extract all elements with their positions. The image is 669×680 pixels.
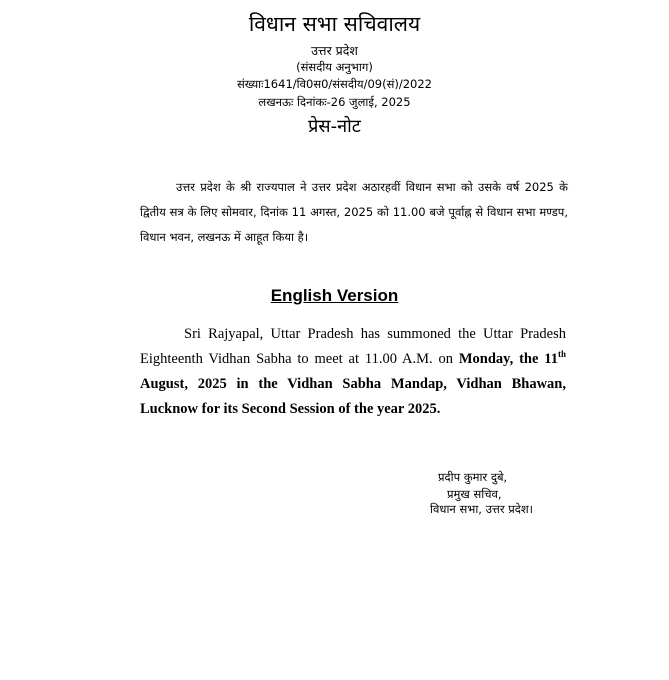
state-name: उत्तर प्रदेश	[311, 43, 358, 58]
english-bold-superscript: th	[557, 349, 566, 360]
secretariat-title: विधान सभा सचिवालय	[248, 12, 421, 36]
signatory-office: विधान सभा, उत्तर प्रदेश।	[430, 502, 534, 516]
press-note-heading: प्रेस-नोट	[308, 116, 361, 137]
english-version-heading: English Version	[270, 286, 399, 305]
reference-number: संख्याः1641/वि0स0/संसदीय/09(सं)/2022	[237, 77, 432, 91]
english-bold-rest: August, 2025 in the Vidhan Sabha Mandap, Vidhan Bhawan, Lucknow for its Second Session of the year 2025.	[140, 376, 566, 417]
section-name: (संसदीय अनुभाग)	[296, 60, 373, 74]
english-plain-text: Sri Rajyapal, Uttar Pradesh has summoned the Uttar Pradesh Eighteenth Vidhan Sabha to meet at 11.00 A.M. on	[140, 326, 566, 367]
english-paragraph	[140, 322, 566, 422]
signatory-name: प्रदीप कुमार दुबे,	[438, 470, 508, 484]
english-bold-day: Monday, the 11	[458, 351, 558, 367]
hindi-paragraph-text: उत्तर प्रदेश के श्री राज्यपाल ने उत्तर प्रदेश अठारहवीं विधान सभा को उसके वर्ष 2025 के द्वितीय सत्र के लिए सोमवार, दिनांक 11 अगस्त, 2025 को 11.00 बजे पूर्वाह्न से विधान सभा मण्डप, विधान भवन, लखनऊ में आहूत किया है।	[140, 180, 568, 244]
hindi-paragraph	[140, 175, 568, 250]
signatory-designation: प्रमुख सचिव,	[447, 487, 502, 501]
place-date: लखनऊः दिनांकः-26 जुलाई, 2025	[258, 95, 411, 109]
